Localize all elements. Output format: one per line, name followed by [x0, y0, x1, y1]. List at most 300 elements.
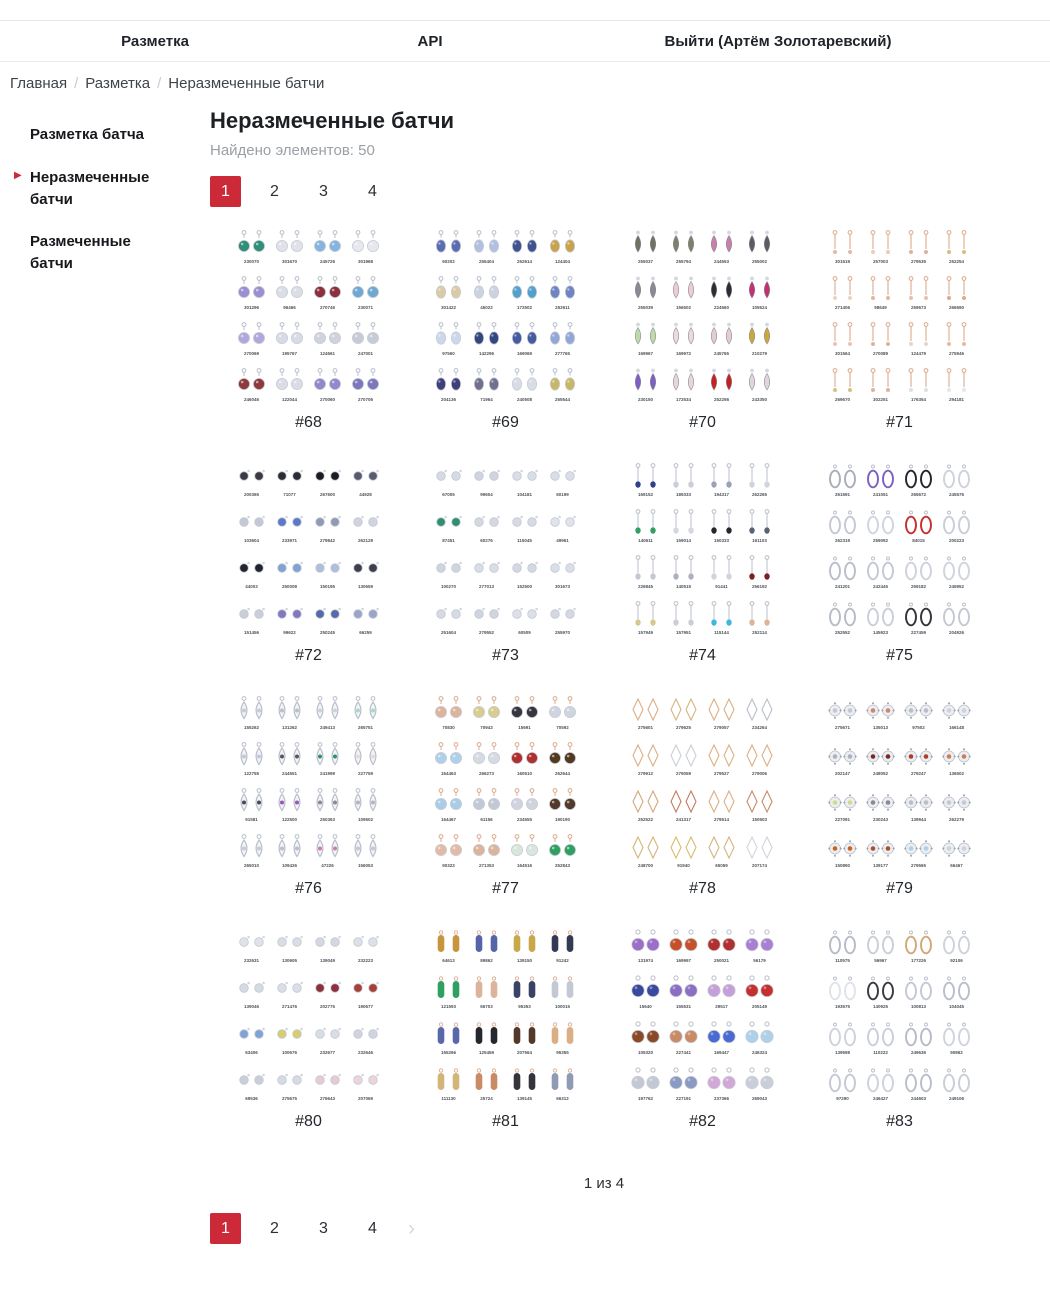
collage-row [233, 974, 385, 1011]
item-id-label: 232223 [358, 959, 374, 964]
collage-item [544, 787, 581, 824]
batch-thumbnail[interactable] [824, 928, 976, 1103]
item-id-label: 227191 [675, 1097, 691, 1102]
collage-item [309, 367, 346, 404]
collage-row [233, 1066, 385, 1103]
breadcrumb-razmetka[interactable]: Разметка [85, 75, 151, 92]
collage-item [271, 974, 308, 1011]
item-id-label: 245576 [949, 493, 965, 498]
earring-pair-icon [627, 741, 664, 771]
collage-row [430, 275, 582, 312]
collage-item [900, 367, 937, 404]
collage-item [824, 554, 861, 591]
pagination-page-3[interactable]: 3 [319, 1219, 328, 1237]
item-id-label: 261591 [834, 493, 850, 498]
collage-item [544, 1020, 581, 1057]
collage-row [627, 321, 779, 358]
batch-card[interactable] [801, 229, 998, 432]
collage-item [430, 600, 467, 637]
collage-item [665, 1066, 702, 1103]
batch-thumbnail[interactable] [824, 229, 976, 404]
item-id-label: 84015 [912, 539, 925, 544]
batch-card[interactable] [801, 928, 998, 1131]
earring-pair-icon [506, 1066, 543, 1096]
sidebar-item-labeled-batches[interactable] [30, 231, 155, 275]
item-id-label: 279842 [320, 539, 336, 544]
item-id-label: 301519 [834, 260, 850, 265]
earring-pair-icon [233, 508, 270, 538]
collage-item [506, 1066, 543, 1103]
collage-row [824, 554, 976, 591]
batch-card[interactable] [210, 695, 407, 898]
collage-item [544, 833, 581, 870]
earring-pair-icon [430, 695, 467, 725]
collage-item [233, 695, 270, 732]
earring-pair-icon [544, 462, 581, 492]
batch-card[interactable] [604, 462, 801, 665]
sidebar-item-unlabeled-batches[interactable] [14, 167, 155, 211]
earring-pair-icon [430, 321, 467, 351]
earring-pair-icon [900, 833, 937, 863]
item-id-label: 124661 [320, 352, 336, 357]
earring-pair-icon [347, 741, 384, 771]
item-id-label: 234264 [752, 726, 768, 731]
earring-pair-icon [665, 974, 702, 1004]
collage-item [665, 600, 702, 637]
collage-row [627, 462, 779, 499]
item-id-label: 265751 [358, 726, 374, 731]
collage-item [824, 741, 861, 778]
earring-pair-icon [506, 462, 543, 492]
collage-row [824, 1020, 976, 1057]
batch-thumbnail[interactable] [233, 928, 385, 1103]
collage-item [233, 229, 270, 266]
collage-item [347, 787, 384, 824]
collage-item [627, 833, 664, 870]
collage-row [233, 321, 385, 358]
item-id-label: 294181 [949, 398, 965, 403]
collage-item [938, 928, 975, 965]
collage-item [627, 1066, 664, 1103]
item-id-label: 89862 [480, 959, 493, 964]
earring-pair-icon [430, 462, 467, 492]
collage-row [430, 928, 582, 965]
batch-caption: #76 [295, 880, 322, 897]
collage-item [741, 462, 778, 499]
earring-pair-icon [703, 1066, 740, 1096]
earring-pair-icon [506, 367, 543, 397]
collage-item [309, 462, 346, 499]
earring-pair-icon [506, 1020, 543, 1050]
collage-item [703, 275, 740, 312]
pagination-bottom [210, 1213, 998, 1274]
breadcrumb-home[interactable]: Главная [10, 75, 68, 92]
collage-row [627, 1020, 779, 1057]
item-id-label: 244553 [714, 260, 730, 265]
earring-pair-icon [627, 695, 664, 725]
item-id-label: 105320 [637, 1051, 653, 1056]
item-id-label: 99604 [480, 493, 493, 498]
item-id-label: 135013 [872, 726, 888, 731]
item-id-label: 279565 [911, 864, 927, 869]
collage-item [347, 275, 384, 312]
collage-item [233, 787, 270, 824]
earring-pair-icon [900, 275, 937, 305]
earring-pair-icon [703, 833, 740, 863]
earring-pair-icon [309, 600, 346, 630]
earring-pair-icon [347, 554, 384, 584]
collage-item [703, 462, 740, 499]
collage-item [468, 321, 505, 358]
item-id-label: 245726 [320, 260, 336, 265]
item-id-label: 67005 [441, 493, 455, 498]
batch-card[interactable] [407, 229, 604, 432]
pagination-top [210, 176, 998, 207]
item-id-label: 255002 [752, 260, 768, 265]
earring-pair-icon [309, 275, 346, 305]
collage-row [233, 508, 385, 545]
earring-pair-icon [627, 462, 664, 492]
earring-pair-icon [271, 787, 308, 817]
pagination-page-1[interactable]: 1 [210, 1213, 241, 1244]
batch-card[interactable] [604, 695, 801, 898]
collage-item [862, 462, 899, 499]
nav-item-logout[interactable]: Выйти (Артём Золотаревский) [664, 32, 892, 50]
earring-pair-icon [506, 229, 543, 259]
collage-item [665, 321, 702, 358]
item-id-label: 189333 [675, 493, 691, 498]
earring-pair-icon [309, 462, 346, 492]
item-id-label: 255970 [555, 631, 571, 636]
item-id-label: 169997 [675, 959, 691, 964]
earring-pair-icon [468, 1066, 505, 1096]
item-id-label: 240508 [517, 398, 533, 403]
item-id-label: 15640 [638, 1005, 652, 1010]
collage-row [627, 974, 779, 1011]
collage-item [271, 928, 308, 965]
item-id-label: 249106 [949, 1097, 965, 1102]
collage-item [627, 508, 664, 545]
earring-pair-icon [506, 741, 543, 771]
collage-row [430, 508, 582, 545]
earring-pair-icon [741, 321, 778, 351]
collage-row [233, 833, 385, 870]
collage-item [506, 1020, 543, 1057]
batch-thumbnail[interactable] [824, 462, 976, 637]
earring-pair-icon [544, 508, 581, 538]
item-id-label: 104181 [517, 493, 533, 498]
item-id-label: 95353 [518, 1005, 531, 1010]
item-id-label: 140611 [637, 539, 653, 544]
collage-item [430, 462, 467, 499]
item-id-label: 66312 [556, 1097, 570, 1102]
earring-pair-icon [430, 554, 467, 584]
earring-pair-icon [741, 787, 778, 817]
item-id-label: 151456 [243, 631, 259, 636]
item-id-label: 279552 [478, 631, 494, 636]
item-id-label: 150890 [834, 864, 850, 869]
batch-card[interactable] [210, 928, 407, 1131]
item-id-label: 71077 [283, 493, 296, 498]
earring-pair-icon [233, 974, 270, 1004]
item-id-label: 301564 [834, 352, 850, 357]
item-id-label: 115144 [714, 631, 730, 636]
item-id-label: 279625 [675, 726, 691, 731]
item-id-label: 164516 [517, 864, 533, 869]
batch-card[interactable] [407, 695, 604, 898]
batch-thumbnail[interactable] [627, 462, 779, 637]
earring-pair-icon [544, 1066, 581, 1096]
earring-pair-icon [665, 275, 702, 305]
collage-item [468, 554, 505, 591]
batch-card[interactable] [407, 462, 604, 665]
earring-pair-icon [468, 787, 505, 817]
item-id-label: 230243 [872, 818, 888, 823]
item-id-label: 169152 [637, 493, 653, 498]
item-id-label: 130605 [281, 959, 297, 964]
batch-thumbnail[interactable] [627, 695, 779, 870]
collage-item [900, 833, 937, 870]
batch-card[interactable] [604, 229, 801, 432]
earring-pair-icon [544, 321, 581, 351]
batch-thumbnail[interactable] [233, 229, 385, 404]
batch-grid [210, 229, 998, 1131]
item-id-label: 267600 [320, 493, 336, 498]
earring-pair-icon [309, 695, 346, 725]
collage-item [347, 741, 384, 778]
pagination-page-1[interactable]: 1 [210, 176, 241, 207]
batch-card[interactable] [210, 229, 407, 432]
earring-pair-icon [347, 321, 384, 351]
earring-pair-icon [271, 229, 308, 259]
batch-thumbnail[interactable] [430, 928, 582, 1103]
collage-item [347, 600, 384, 637]
collage-item [665, 833, 702, 870]
earring-pair-icon [430, 974, 467, 1004]
item-id-label: 124404 [555, 260, 571, 265]
collage-row [233, 787, 385, 824]
item-id-label: 90323 [441, 864, 455, 869]
batch-card[interactable] [604, 928, 801, 1131]
earring-pair-icon [544, 974, 581, 1004]
item-id-label: 91242 [556, 959, 570, 964]
collage-row [627, 275, 779, 312]
collage-item [665, 554, 702, 591]
item-id-label: 259092 [872, 539, 888, 544]
item-id-label: 45022 [480, 306, 493, 311]
earring-pair-icon [665, 554, 702, 584]
item-id-label: 252552 [834, 631, 850, 636]
item-id-label: 29517 [715, 1005, 728, 1010]
sidebar [0, 101, 210, 296]
batch-thumbnail[interactable] [430, 462, 582, 637]
collage-item [862, 741, 899, 778]
earring-pair-icon [347, 787, 384, 817]
collage-item [430, 229, 467, 266]
collage-item [233, 508, 270, 545]
collage-row [824, 321, 976, 358]
pagination-next-icon[interactable]: › [408, 1216, 415, 1240]
collage-item [627, 554, 664, 591]
earring-pair-icon [271, 741, 308, 771]
earring-pair-icon [430, 1066, 467, 1096]
collage-row [233, 1020, 385, 1057]
item-id-label: 15691 [518, 726, 531, 731]
earring-pair-icon [468, 974, 505, 1004]
batch-thumbnail[interactable] [824, 695, 976, 870]
collage-row [430, 554, 582, 591]
nav-item-api[interactable]: API [417, 32, 443, 50]
collage-item [627, 787, 664, 824]
batch-caption: #72 [295, 647, 322, 664]
earring-pair-icon [627, 928, 664, 958]
item-id-label: 139046 [243, 1005, 259, 1010]
item-id-label: 270069 [243, 352, 259, 357]
collage-item [430, 554, 467, 591]
earring-pair-icon [506, 600, 543, 630]
earring-pair-icon [271, 275, 308, 305]
batch-card[interactable] [801, 462, 998, 665]
item-id-label: 279247 [911, 772, 927, 777]
earring-pair-icon [938, 554, 975, 584]
batch-caption: #79 [886, 880, 913, 897]
earring-pair-icon [862, 508, 899, 538]
item-id-label: 155262 [243, 726, 259, 731]
item-id-label: 252843 [555, 864, 571, 869]
collage-row [233, 695, 385, 732]
collage-row [233, 229, 385, 266]
earring-pair-icon [430, 600, 467, 630]
pagination-page-3[interactable]: 3 [319, 182, 328, 200]
earring-pair-icon [741, 462, 778, 492]
collage-item [347, 974, 384, 1011]
collage-item [506, 695, 543, 732]
item-id-label: 44928 [359, 493, 373, 498]
earring-pair-icon [271, 600, 308, 630]
earring-pair-icon [824, 367, 861, 397]
pagination-page-4[interactable]: 4 [368, 182, 377, 200]
collage-item [900, 554, 937, 591]
item-id-label: 266590 [949, 306, 965, 311]
batch-caption: #80 [295, 1113, 322, 1130]
earring-pair-icon [233, 275, 270, 305]
collage-item [938, 508, 975, 545]
collage-item [665, 974, 702, 1011]
pagination-page-2[interactable]: 2 [270, 1219, 279, 1237]
item-id-label: 139598 [834, 1051, 850, 1056]
item-id-label: 233971 [281, 539, 297, 544]
pagination-page-4[interactable]: 4 [368, 1219, 377, 1237]
item-id-label: 164467 [440, 818, 456, 823]
earring-pair-icon [703, 787, 740, 817]
batch-thumbnail[interactable] [430, 695, 582, 870]
collage-row [430, 1020, 582, 1057]
collage-item [309, 321, 346, 358]
earring-pair-icon [703, 600, 740, 630]
earring-pair-icon [468, 229, 505, 259]
collage-item [309, 554, 346, 591]
item-id-label: 252256 [714, 398, 730, 403]
collage-row [824, 928, 976, 965]
item-id-label: 177226 [911, 959, 927, 964]
earring-pair-icon [544, 275, 581, 305]
batch-thumbnail[interactable] [430, 229, 582, 404]
collage-item [741, 275, 778, 312]
collage-item [430, 695, 467, 732]
collage-item [938, 229, 975, 266]
item-id-label: 241051 [872, 493, 888, 498]
item-id-label: 269043 [752, 1097, 768, 1102]
batch-thumbnail[interactable] [233, 695, 385, 870]
collage-row [824, 462, 976, 499]
collage-item [468, 275, 505, 312]
pagination-page-2[interactable]: 2 [270, 182, 279, 200]
collage-item [627, 695, 664, 732]
item-id-label: 100270 [440, 585, 456, 590]
batch-caption: #75 [886, 647, 913, 664]
item-id-label: 156502 [675, 306, 691, 311]
sidebar-item-batch-markup[interactable] [30, 124, 155, 146]
collage-item [468, 229, 505, 266]
collage-row [824, 600, 976, 637]
collage-item [233, 974, 270, 1011]
batch-thumbnail[interactable] [627, 229, 779, 404]
collage-item [233, 1020, 270, 1057]
collage-row [430, 741, 582, 778]
main-content [210, 101, 1050, 1274]
batch-thumbnail[interactable] [233, 462, 385, 637]
item-id-label: 244603 [911, 1097, 927, 1102]
item-id-label: 277765 [555, 352, 571, 357]
earring-pair-icon [938, 928, 975, 958]
batch-caption: #71 [886, 414, 913, 431]
found-elements-count: Найдено элементов: 50 [210, 142, 375, 159]
item-id-label: 193575 [834, 1005, 850, 1010]
collage-item [938, 974, 975, 1011]
collage-row [430, 229, 582, 266]
collage-item [665, 741, 702, 778]
collage-item [862, 508, 899, 545]
earring-pair-icon [347, 367, 384, 397]
batch-card[interactable] [210, 462, 407, 665]
item-id-label: 252114 [752, 631, 768, 636]
earring-pair-icon [665, 833, 702, 863]
item-id-label: 121593 [440, 1005, 456, 1010]
collage-item [506, 600, 543, 637]
earring-pair-icon [627, 275, 664, 305]
sidebar-item-label: Разметка батча [30, 126, 145, 143]
collage-item [271, 229, 308, 266]
collage-item [938, 275, 975, 312]
earring-pair-icon [741, 695, 778, 725]
earring-pair-icon [468, 275, 505, 305]
collage-item [233, 321, 270, 358]
collage-item [665, 367, 702, 404]
nav-item-razmetka[interactable]: Разметка [121, 32, 189, 50]
earring-pair-icon [347, 508, 384, 538]
item-id-label: 265010 [243, 864, 259, 869]
collage-row [824, 833, 976, 870]
item-id-label: 207174 [752, 864, 768, 869]
earring-pair-icon [824, 554, 861, 584]
item-id-label: 65059 [715, 864, 728, 869]
collage-item [824, 600, 861, 637]
batch-card[interactable] [407, 928, 604, 1131]
batch-caption: #69 [492, 414, 519, 431]
batch-thumbnail[interactable] [627, 928, 779, 1103]
collage-item [862, 1020, 899, 1057]
batch-card[interactable] [801, 695, 998, 898]
